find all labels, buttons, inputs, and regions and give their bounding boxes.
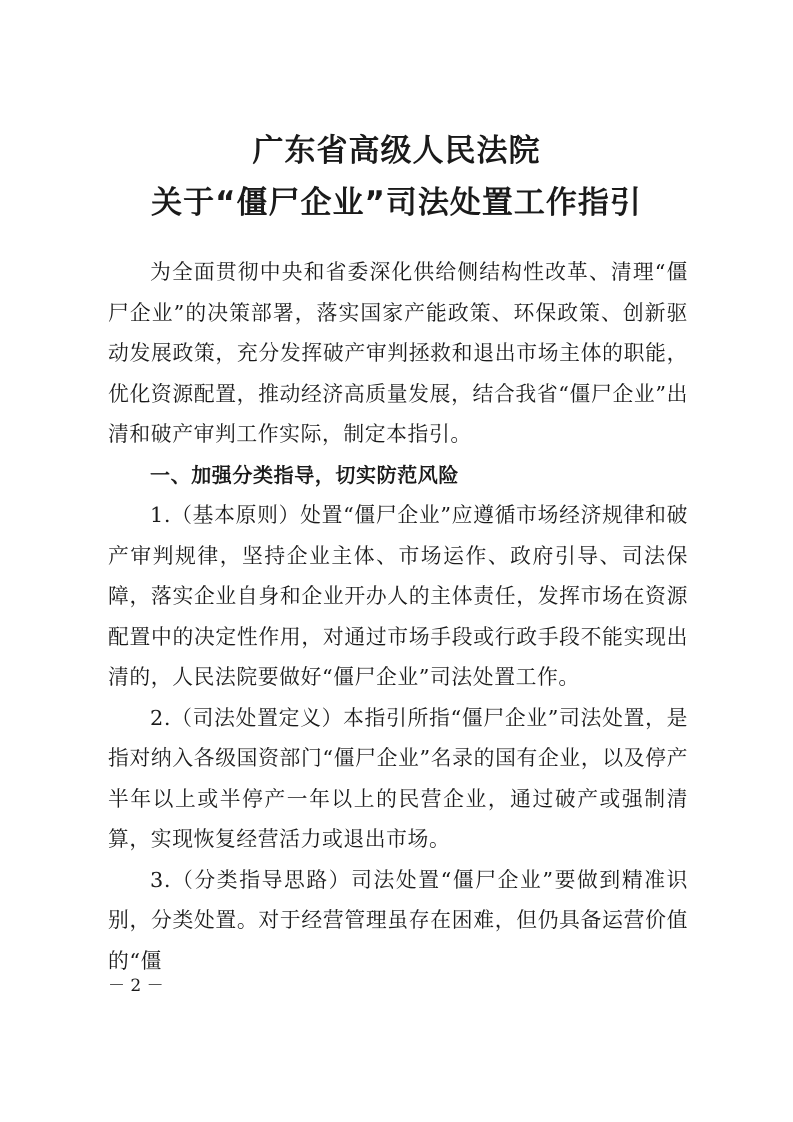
clause-3: 3.（分类指导思路）司法处置“僵尸企业”要做到精准识别，分类处置。对于经营管理虽存在困难，但仍具备运营价值的“僵 (108, 867, 688, 973)
title-line-1: 广东省高级人民法院 (252, 133, 541, 169)
document-title (100, 125, 693, 229)
clause-1: 1.（基本原则）处置“僵尸企业”应遵循市场经济规律和破产审判规律，坚持企业主体、市场运作、政府引导、司法保障，落实企业自身和企业开办人的主体责任，发挥市场在资源配置中的决定性作用，对通过市场手段或行政手段不能实现出清的，人民法院要做好“僵尸企业”司法处置工作。 (108, 503, 688, 689)
section-heading-1: 一、加强分类指导，切实防范风险 (150, 462, 459, 487)
page-number: － 2 － (108, 976, 164, 996)
title-line-2: 关于“僵尸企业”司法处置工作指引 (151, 185, 642, 221)
intro-paragraph: 为全面贯彻中央和省委深化供给侧结构性改革、清理“僵尸企业”的决策部署，落实国家产能政策、环保政策、创新驱动发展政策，充分发挥破产审判拯救和退出市场主体的职能，优化资源配置，推动经济高质量发展，结合我省“僵尸企业”出清和破产审判工作实际，制定本指引。 (108, 260, 688, 446)
document-body (108, 252, 688, 981)
clause-2: 2.（司法处置定义）本指引所指“僵尸企业”司法处置，是指对纳入各级国资部门“僵尸企业”名录的国有企业，以及停产半年以上或半停产一年以上的民营企业，通过破产或强制清算，实现恢复经营活力或退出市场。 (108, 705, 688, 851)
